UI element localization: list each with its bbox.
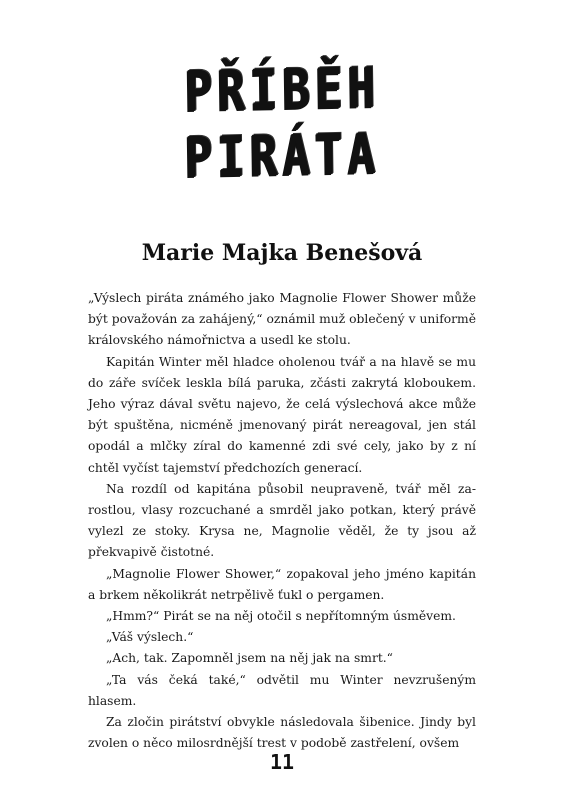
paragraph: Kapitán Winter měl hladce oholenou tvář a na hlavě se mu do záře svíček leskla bílá paruka, zčásti zakrytá kloboukem. Jeho výraz dával světu najevo, že celá výslechová akce může být spuštěna, nicméně jmenovaný pirát nereagoval, jen stál opodál a mlčky zíral do kamenné zdi své cely, jako by z ní chtěl vyčíst tajemství předchozích generací. (88, 354, 476, 475)
paragraph: „Ta vás čeká také,“ odvětil mu Winter nevzrušeným hlasem. (88, 672, 476, 708)
paragraph: „Magnolie Flower Shower,“ zopakoval jeho jméno kapitán a brkem několikrát netrpělivě ťukl o pergamen. (88, 566, 476, 602)
title-line-2: PIRÁTA (183, 121, 381, 192)
paragraph: „Váš výslech.“ (106, 630, 194, 645)
page-number: 11 (269, 750, 295, 774)
author-name: Marie Majka Benešová (141, 240, 423, 266)
paragraph: „Hmm?“ Pirát se na něj otočil s nepřítomným úsměvem. (106, 609, 456, 624)
paragraph: Za zločin pirátství obvykle následovala šibenice. Jindy byl zvolen o něco milosrdnější trest v podobě zastřelení, ovšem (88, 715, 476, 751)
title-line-1: PŘÍBĚH (183, 55, 381, 126)
story-text (88, 288, 476, 754)
paragraph: Na rozdíl od kapitána působil neupraveně, tvář měl zarostlou, vlasy rozcuchané a smrděl jako potkan, který právě vylezl ze stoky. Krysa ne, Magnolie věděl, že ty jsou až překvapivě čistotné. (88, 481, 476, 560)
paragraph: „Výslech piráta známého jako Magnolie Flower Shower může být považován za zahájený,“ oznámil muž oblečený v uniformě královského námořnictva a usedl ke stolu. (88, 291, 476, 348)
book-title (0, 55, 564, 192)
paragraph: „Ach, tak. Zapomněl jsem na něj jak na smrt.“ (106, 651, 393, 666)
